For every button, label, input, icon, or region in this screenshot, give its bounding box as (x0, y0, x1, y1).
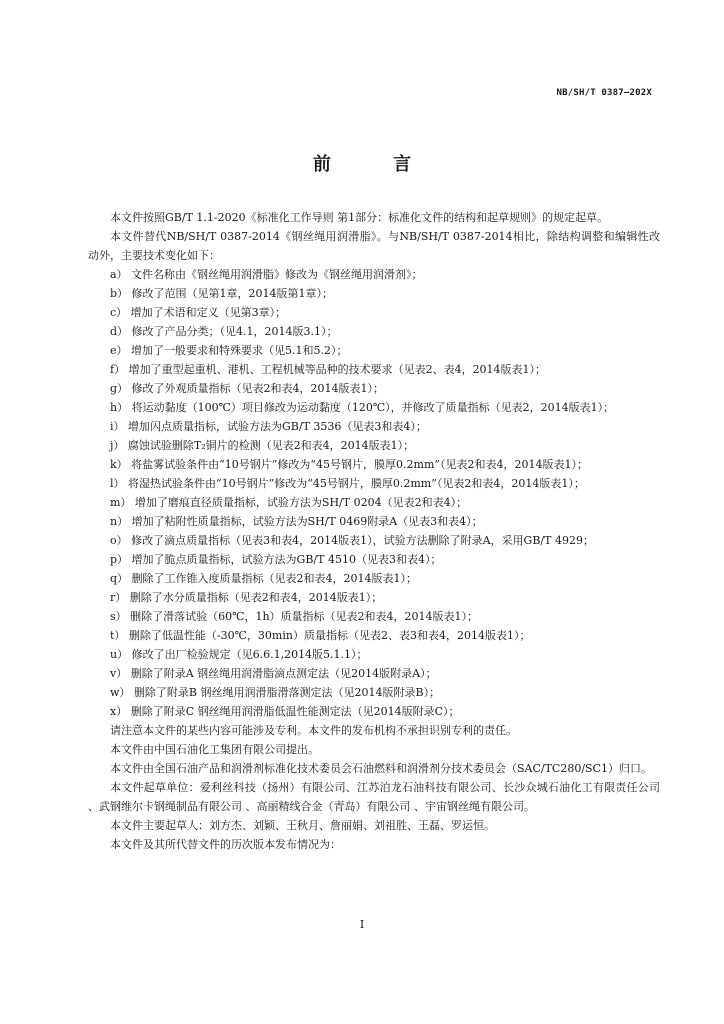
list-item: i） 增加闪点质量指标，试验方法为GB/T 3536（见表3和表4）； (110, 420, 427, 433)
list-item: w） 删除了附录B 钢丝绳用润滑脂滑落测定法（见2014版附录B）； (110, 686, 441, 699)
list-item: d） 修改了产品分类；（见4.1，2014版3.1）； (110, 325, 338, 338)
list-item: h） 将运动黏度（100℃）项目修改为运动黏度（120℃），并修改了质量指标（见表2，2014版表1）； (110, 401, 615, 414)
list-item: m） 增加了磨痕直径质量指标，试验方法为SH/T 0204（见表2和表4）； (110, 496, 468, 509)
list-item: u） 修改了出厂检验规定（见6.6.1,2014版5.1.1）； (110, 648, 368, 661)
committee-statement: 本文件由全国石油产品和润滑剂标准化技术委员会石油燃料和润滑剂分技术委员会（SAC/TC280/SC1）归口。 (110, 762, 653, 775)
list-item: v） 删除了附录A 钢丝绳用润滑脂滴点测定法（见2014版附录A）； (110, 667, 437, 680)
list-item: r） 删除了水分质量指标（见表2和表4，2014版表1）； (110, 591, 383, 604)
list-item: b） 修改了范围（见第1章，2014版第1章）； (110, 287, 334, 300)
intro-paragraph: 本文件替代NB/SH/T 0387-2014《钢丝绳用润滑脂》。与NB/SH/T 0387-2014相比，除结构调整和编辑性改动外，主要技术变化如下： (88, 230, 660, 262)
list-item: k） 将盐雾试验条件由“10号钢片”修改为“45号钢片，膜厚0.2mm”（见表2和表4，2014版表1）； (110, 458, 588, 471)
page-number: I (359, 918, 365, 931)
list-item: j） 腐蚀试验删除T₂铜片的检测（见表2和表4，2014版表1）； (110, 439, 415, 452)
intro-paragraph: 本文件按照GB/T 1.1-2020《标准化工作导则 第1部分：标准化文件的结构和起草规则》的规定起草。 (110, 211, 609, 224)
main-drafters: 本文件主要起草人：刘方杰、刘颖、王秋月、詹丽娟、刘祖胜、王磊、罗运恒。 (110, 819, 495, 832)
drafting-units: 本文件起草单位：爱利丝科技（扬州）有限公司、江苏泊龙石油科技有限公司、长沙众城石油化工有限责任公司 、武钢维尔卡钢绳制品有限公司 、高丽精线合金（青岛）有限公司 、宇宙钢丝绳有限公司。 (88, 781, 660, 813)
document-body (88, 208, 660, 854)
list-item: q） 删除了工作锥入度质量指标（见表2和表4，2014版表1）； (110, 572, 418, 585)
list-item: g） 修改了外观质量指标（见表2和表4，2014版表1）； (110, 382, 385, 395)
list-item: l） 将湿热试验条件由“10号钢片”修改为“45号钢片，膜厚0.2mm”（见表2和表4，2014版表1）； (110, 477, 585, 490)
list-item: x） 删除了附录C 钢丝绳用润滑脂低温性能测定法（见2014版附录C）； (110, 705, 460, 718)
list-item: e） 增加了一般要求和特殊要求（见5.1和5.2）； (110, 344, 348, 357)
list-item: n） 增加了粘附性质量指标，试验方法为SH/T 0469附录A（见表3和表4）； (110, 515, 483, 528)
list-item: o） 修改了滴点质量指标（见表3和表4，2014版表1），试验方法删除了附录A，采用GB/T 4929； (110, 534, 594, 547)
page-title: 前 言 (312, 154, 440, 175)
technical-changes-list (88, 265, 660, 721)
document-number: NB/SH/T 0387—202X (556, 88, 652, 98)
patent-notice: 请注意本文件的某些内容可能涉及专利。本文件的发布机构不承担识别专利的责任。 (110, 724, 517, 737)
version-history-intro: 本文件及其所代替文件的历次版本发布情况为： (110, 838, 341, 851)
list-item: p） 增加了脆点质量指标，试验方法为GB/T 4510（见表3和表4）； (110, 553, 442, 566)
list-item: a） 文件名称由《钢丝绳用润滑脂》修改为《钢丝绳用润滑剂》； (110, 268, 423, 281)
list-item: c） 增加了术语和定义（见第3章）； (110, 306, 287, 319)
list-item: s） 删除了滑落试验（60℃，1h）质量指标（见表2和表4，2014版表1）； (110, 610, 479, 623)
list-item: f） 增加了重型起重机、港机、工程机械等品种的技术要求（见表2、表4，2014版表1）； (110, 363, 547, 376)
proposer-statement: 本文件由中国石油化工集团有限公司提出。 (110, 743, 319, 756)
list-item: t） 删除了低温性能（-30℃，30min）质量指标（见表2、表3和表4，2014版表1）； (110, 629, 531, 642)
